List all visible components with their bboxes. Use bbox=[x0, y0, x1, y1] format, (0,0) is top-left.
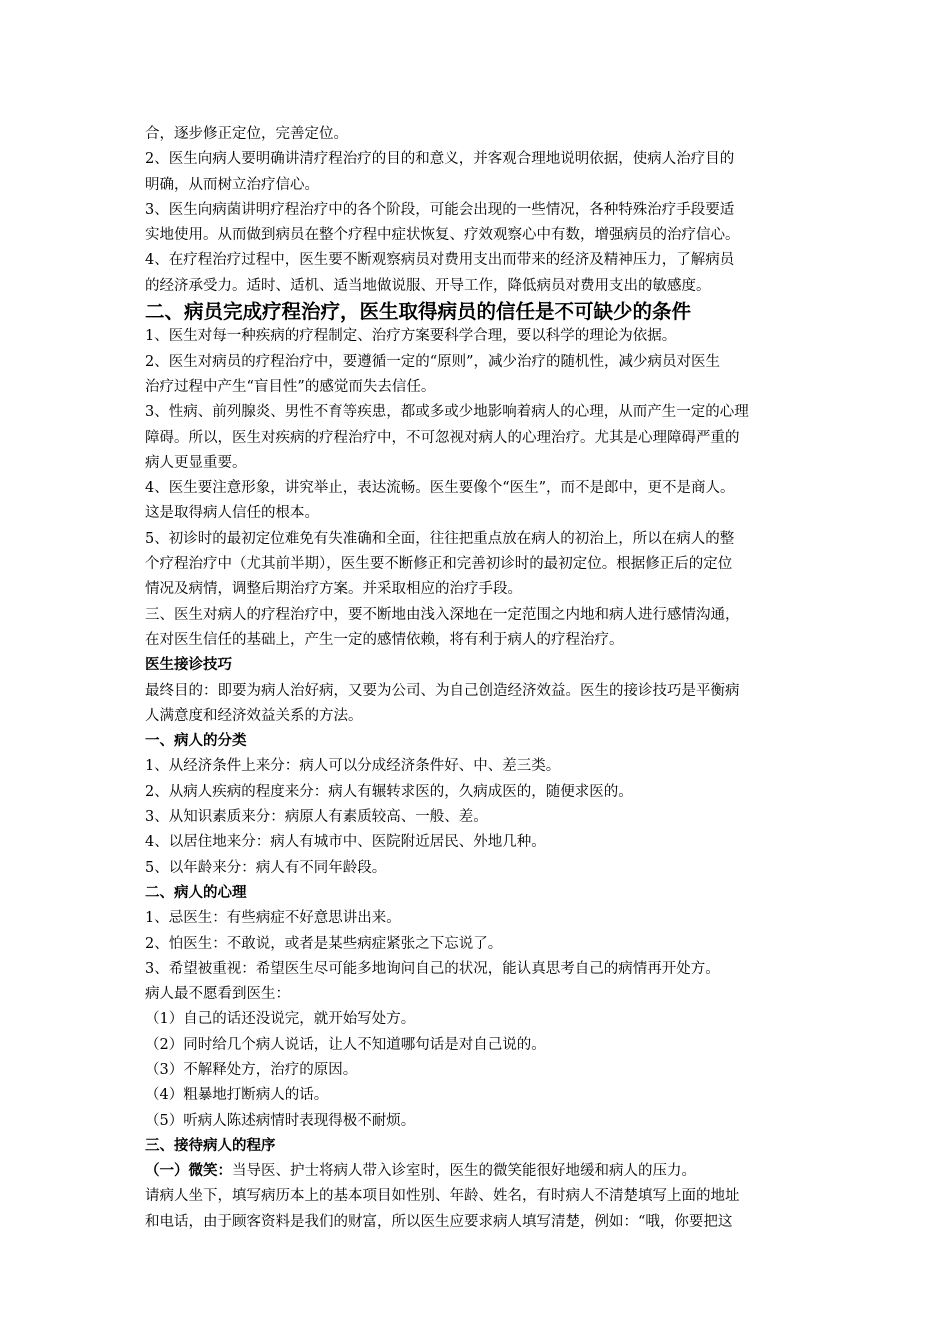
text-line: 1、医生对每一种疾病的疗程制定、治疗方案要科学合理，要以科学的理论为依据。 bbox=[145, 328, 677, 345]
text-line: 4、医生要注意形象，讲究举止，表达流畅。医生要像个“医生”，而不是郎中，更不是商人。 bbox=[145, 480, 735, 497]
text-line: 最终目的：即要为病人治好病，又要为公司、为自己创造经济效益。医生的接诊技巧是平衡病 bbox=[145, 682, 740, 699]
text-line: （5）听病人陈述病情时表现得极不耐烦。 bbox=[145, 1112, 416, 1129]
text-line: 1、忌医生：有些病症不好意思讲出来。 bbox=[145, 910, 401, 927]
section-heading-trust: 二、病员完成疗程治疗，医生取得病员的信任是不可缺少的条件 bbox=[145, 300, 692, 324]
section-heading-patient-types: 一、病人的分类 bbox=[145, 733, 247, 750]
text-line: 3、从知识素质来分：病原人有素质较高、一般、差。 bbox=[145, 809, 488, 826]
text-line: 合，逐步修正定位，完善定位。 bbox=[145, 126, 348, 142]
text-line: （4）粗暴地打断病人的话。 bbox=[145, 1087, 329, 1104]
text-line: 在对医生信任的基础上，产生一定的感情依赖，将有利于病人的疗程治疗。 bbox=[145, 631, 624, 648]
smile-heading: （一）微笑： bbox=[145, 1163, 232, 1180]
text-line: 3、性病、前列腺炎、男性不育等疾患，都或多或少地影响着病人的心理，从而产生一定的心理 bbox=[145, 404, 749, 421]
smile-text: 当导医、护士将病人带入诊室时，医生的微笑能很好地缓和病人的压力。 bbox=[232, 1163, 696, 1180]
text-line: 人满意度和经济效益关系的方法。 bbox=[145, 707, 363, 724]
text-line: 治疗过程中产生“盲目性”的感觉而失去信任。 bbox=[145, 378, 436, 395]
text-line: 的经济承受力。适时、适机、适当地做说服、开导工作，降低病员对费用支出的敏感度。 bbox=[145, 277, 711, 294]
text-line: 三、医生对病人的疗程治疗中，要不断地由浅入深地在一定范围之内地和病人进行感情沟通， bbox=[145, 606, 740, 623]
text-line: 2、医生向病人要明确讲清疗程治疗的目的和意义，并客观合理地说明依据，使病人治疗目的 bbox=[145, 151, 735, 168]
text-line: （1）自己的话还没说完，就开始写处方。 bbox=[145, 1011, 416, 1028]
section-heading-consult-skills: 医生接诊技巧 bbox=[145, 657, 232, 674]
text-line: 病人最不愿看到医生： bbox=[145, 986, 290, 1003]
text-line: 病人更显重要。 bbox=[145, 454, 247, 471]
text-line: 个疗程治疗中（尤其前半期），医生要不断修正和完善初诊时的最初定位。根据修正后的定位 bbox=[145, 556, 733, 573]
text-line: 2、怕医生：不敢说，或者是某些病症紧张之下忘说了。 bbox=[145, 935, 503, 952]
section-heading-reception-procedure: 三、接待病人的程序 bbox=[145, 1137, 276, 1154]
text-line: 3、医生向病菌讲明疗程治疗中的各个阶段，可能会出现的一些情况，各种特殊治疗手段要适 bbox=[145, 201, 735, 218]
text-line: 和电话，由于顾客资料是我们的财富，所以医生应要求病人填写清楚，例如：“哦，你要把这 bbox=[145, 1213, 733, 1230]
text-line: 5、以年龄来分：病人有不同年龄段。 bbox=[145, 859, 387, 876]
document-body bbox=[145, 122, 815, 1235]
smile-line bbox=[145, 1159, 815, 1184]
text-line: 4、以居住地来分：病人有城市中、医院附近居民、外地几种。 bbox=[145, 834, 546, 851]
text-line: 这是取得病人信任的根本。 bbox=[145, 505, 319, 522]
text-line: 2、医生对病员的疗程治疗中，要遵循一定的“原则”，减少治疗的随机性，减少病员对医生 bbox=[145, 353, 721, 370]
text-line: 1、从经济条件上来分：病人可以分成经济条件好、中、差三类。 bbox=[145, 758, 561, 775]
text-line: 障碍。所以，医生对疾病的疗程治疗中，不可忽视对病人的心理治疗。尤其是心理障碍严重的 bbox=[145, 429, 740, 446]
text-line: 请病人坐下，填写病历本上的基本项目如性别、年龄、姓名，有时病人不清楚填写上面的地址 bbox=[145, 1188, 740, 1205]
text-line: （2）同时给几个病人说话，让人不知道哪句话是对自己说的。 bbox=[145, 1036, 546, 1053]
text-line: 实地使用。从而做到病员在整个疗程中症状恢复、疗效观察心中有数，增强病员的治疗信心。 bbox=[145, 227, 740, 244]
text-line: 明确，从而树立治疗信心。 bbox=[145, 176, 319, 193]
text-line: 3、希望被重视：希望医生尽可能多地询问自己的状况，能认真思考自己的病情再开处方。 bbox=[145, 960, 720, 977]
section-heading-patient-psychology: 二、病人的心理 bbox=[145, 884, 247, 901]
text-line: （3）不解释处方，治疗的原因。 bbox=[145, 1061, 358, 1078]
text-line: 5、初诊时的最初定位难免有失准确和全面，往往把重点放在病人的初治上，所以在病人的整 bbox=[145, 530, 735, 547]
text-line: 4、在疗程治疗过程中，医生要不断观察病员对费用支出而带来的经济及精神压力，了解病员 bbox=[145, 252, 735, 269]
text-line: 情况及病情，调整后期治疗方案。并采取相应的治疗手段。 bbox=[145, 581, 522, 598]
text-line: 2、从病人疾病的程度来分：病人有辗转求医的，久病成医的，随便求医的。 bbox=[145, 783, 633, 800]
